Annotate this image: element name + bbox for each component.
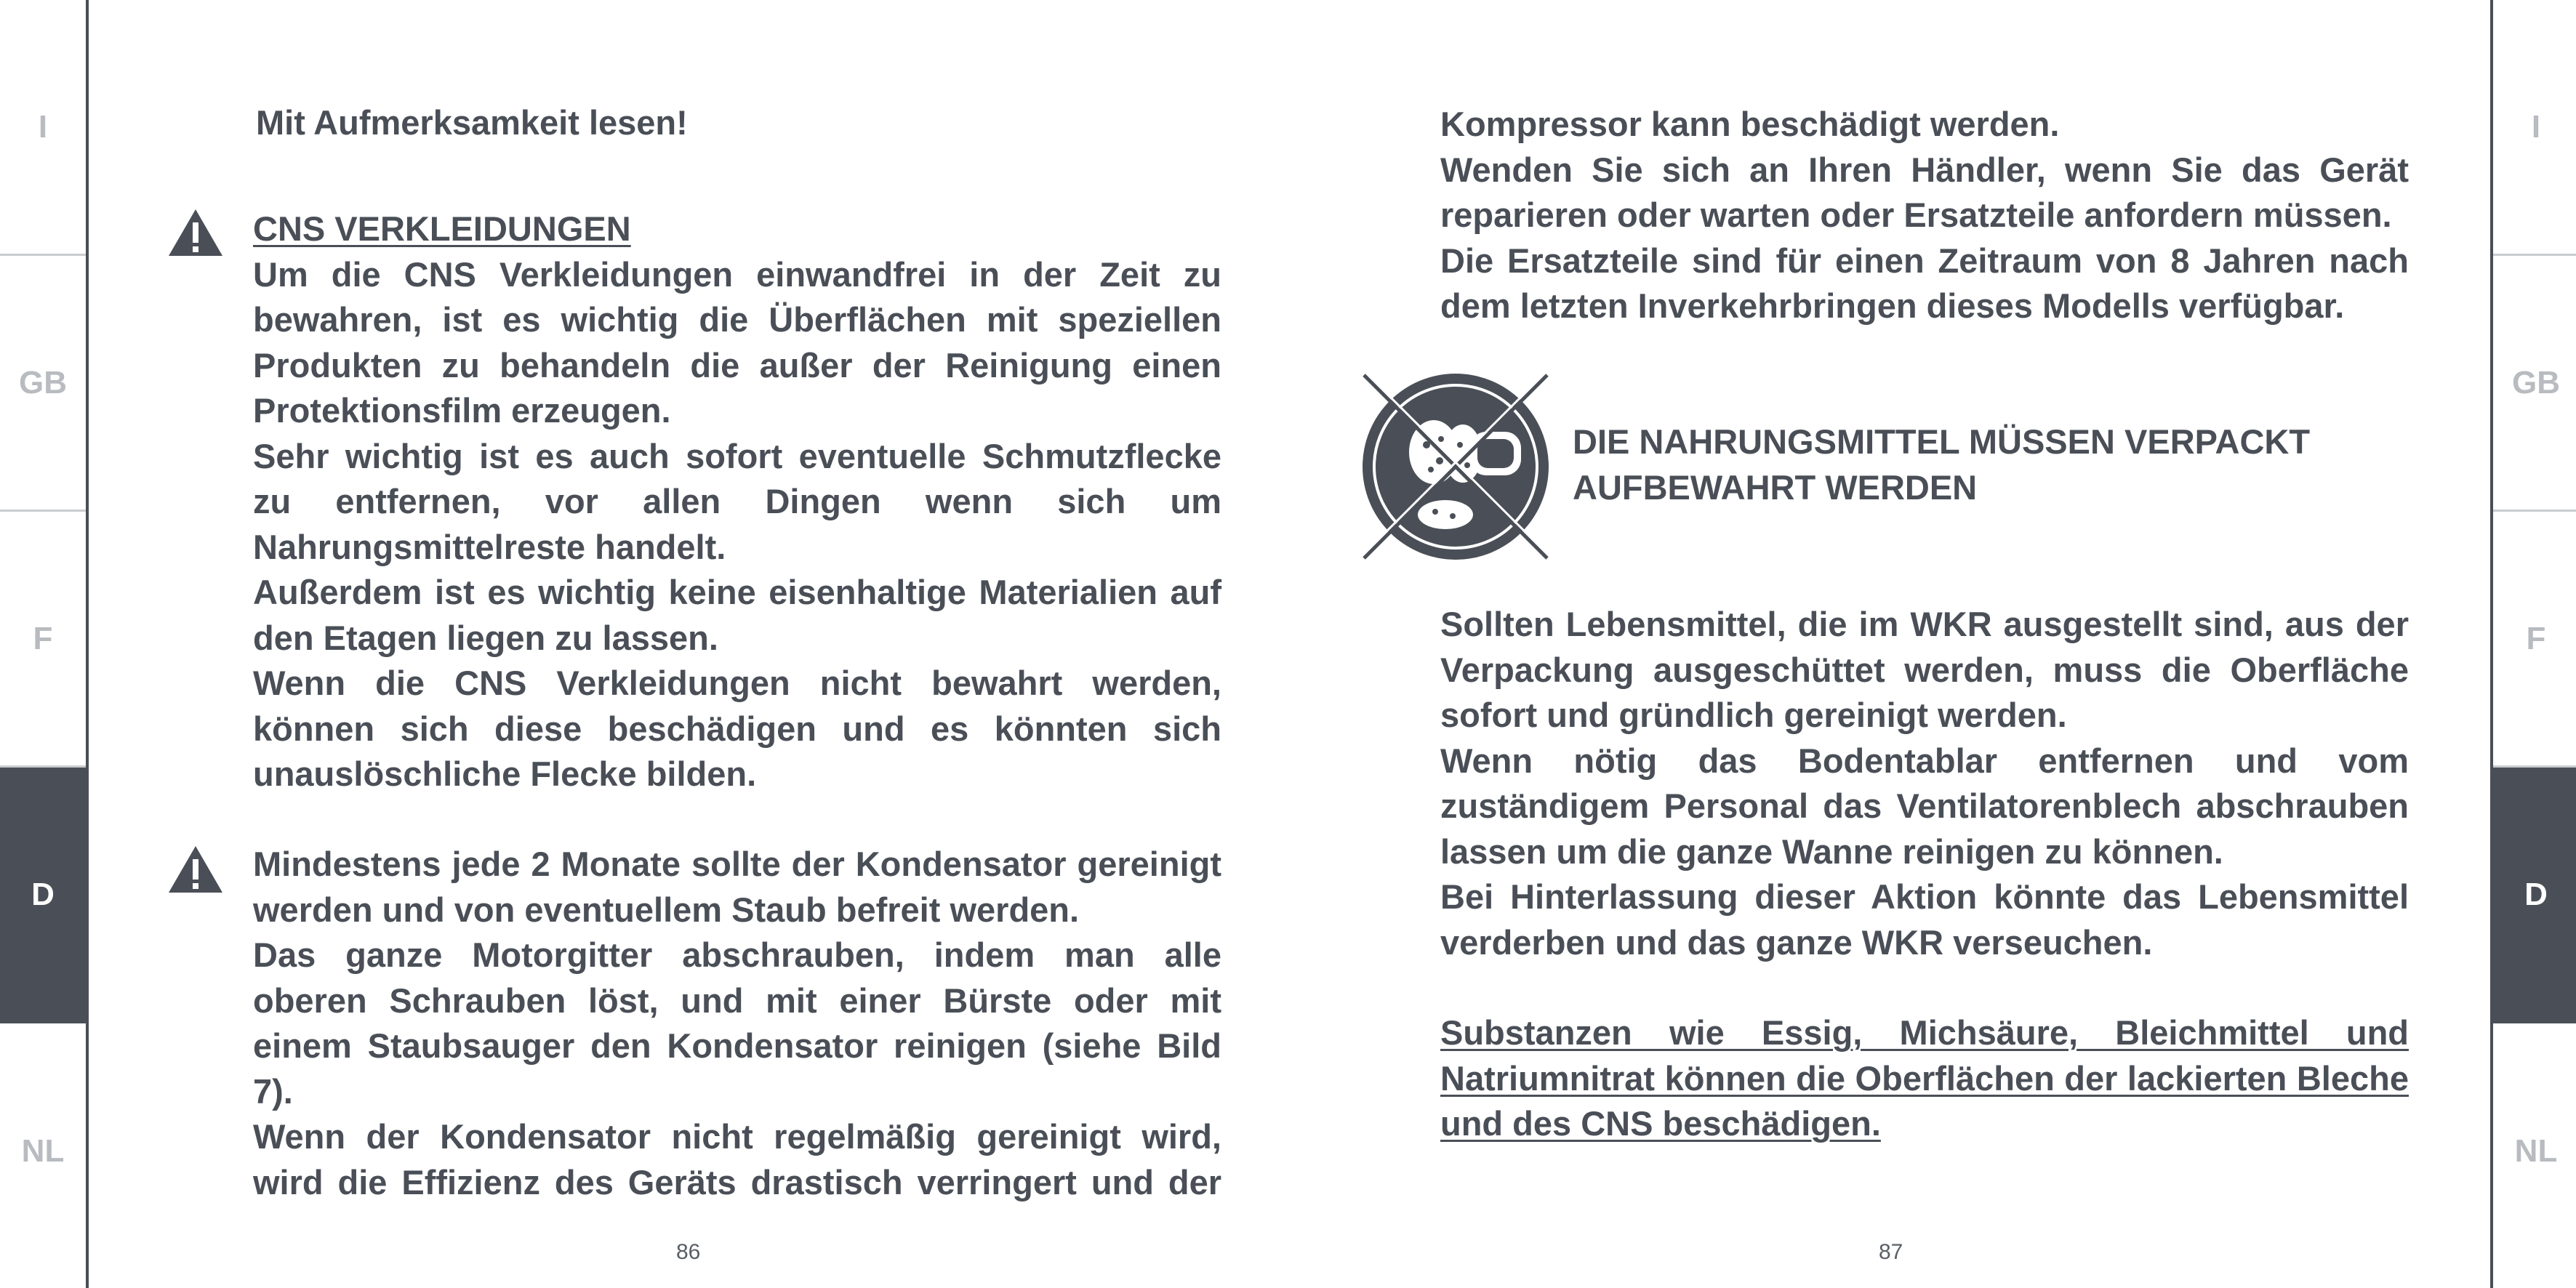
food-section: [1440, 602, 2409, 1147]
tab-gb[interactable]: GB: [0, 256, 86, 512]
tab-d-active[interactable]: D: [0, 768, 86, 1023]
tab-i[interactable]: I: [0, 0, 86, 256]
tab-f[interactable]: F: [0, 512, 86, 768]
language-tabs-right: [2490, 0, 2576, 1288]
service-paragraph: Kompressor kann beschädigt werden.: [1440, 105, 2060, 143]
service-section: [1440, 102, 2409, 329]
warning-triangle-icon: [167, 208, 224, 257]
cns-paragraph: Sehr wichtig ist es auch sofort eventuelle Schmutzflecke zu entfernen, vor allen Dingen wenn sich um Nahrungsmittelreste handelt.: [253, 436, 1221, 566]
food-paragraph: Sollten Lebensmittel, die im WKR ausgestellt sind, aus der Verpackung ausgeschüttet werden, muss die Oberfläche sofort und gründlich gereinigt werden.: [1440, 605, 2409, 734]
tab-gb[interactable]: GB: [2493, 256, 2576, 512]
service-paragraph: Die Ersatzteile sind für einen Zeitraum von 8 Jahren nach dem letzten Inverkehrbringen dieses Modells verfügbar.: [1440, 241, 2409, 325]
warning-note: Substanzen wie Essig, Michsäure, Bleichmittel und Natriumnitrat können die Oberflächen der lackierten Bleche und des CNS beschädigen.: [1440, 1013, 2409, 1143]
language-tabs-left: [0, 0, 89, 1288]
cns-section: [253, 206, 1221, 797]
intro-text: Mit Aufmerksamkeit lesen!: [256, 103, 688, 142]
tab-f[interactable]: F: [2493, 512, 2576, 768]
food-heading-line: DIE NAHRUNGSMITTEL MÜSSEN VERPACKT: [1573, 422, 2311, 461]
food-heading: [1573, 419, 2310, 510]
cns-heading: CNS VERKLEIDUNGEN: [253, 209, 631, 248]
condenser-paragraph: Wenn der Kondensator nicht regelmäßig gereinigt wird, wird die Effizienz des Geräts drastisch verringert und der: [253, 1117, 1221, 1202]
service-paragraph: Wenden Sie sich an Ihren Händler, wenn Sie das Gerät reparieren oder warten oder Ersatzteile anfordern müssen.: [1440, 150, 2409, 234]
cns-paragraph: Um die CNS Verkleidungen einwandfrei in der Zeit zu bewahren, ist es wichtig die Überflächen mit speziellen Produkten zu behandeln die außer der Reinigung einen Protektionsfilm erzeugen.: [253, 254, 1221, 430]
food-heading-line: AUFBEWAHRT WERDEN: [1573, 468, 1978, 507]
condenser-section: [253, 842, 1221, 1205]
page-number-left: 86: [676, 1240, 701, 1264]
tab-d-active[interactable]: D: [2493, 768, 2576, 1023]
page-number-right: 87: [1879, 1240, 1903, 1264]
no-unpacked-food-icon: [1361, 372, 1550, 561]
condenser-paragraph: Mindestens jede 2 Monate sollte der Kondensator gereinigt werden und von eventuellem Staub befreit werden.: [253, 845, 1221, 929]
food-paragraph: Wenn nötig das Bodentablar entfernen und vom zuständigem Personal das Ventilatorenblech abschrauben lassen um die ganze Wanne reinigen zu können.: [1440, 741, 2409, 871]
tab-nl[interactable]: NL: [21, 1133, 65, 1169]
food-paragraph: Bei Hinterlassung dieser Aktion könnte das Lebensmittel verderben und das ganze WKR verseuchen.: [1440, 877, 2409, 962]
tab-i[interactable]: I: [2493, 0, 2576, 256]
condenser-paragraph: Das ganze Motorgitter abschrauben, indem man alle oberen Schrauben löst, und mit einer Bürste oder mit einem Staubsauger den Kondensator reinigen (siehe Bild 7).: [253, 935, 1221, 1111]
cns-paragraph: Außerdem ist es wichtig keine eisenhaltige Materialien auf den Etagen liegen zu lassen.: [253, 573, 1221, 657]
tab-nl[interactable]: NL: [2514, 1133, 2558, 1169]
warning-triangle-icon: [167, 845, 224, 894]
cns-paragraph: Wenn die CNS Verkleidungen nicht bewahrt werden, können sich diese beschädigen und es könnten sich unauslöschliche Flecke bilden.: [253, 664, 1221, 793]
